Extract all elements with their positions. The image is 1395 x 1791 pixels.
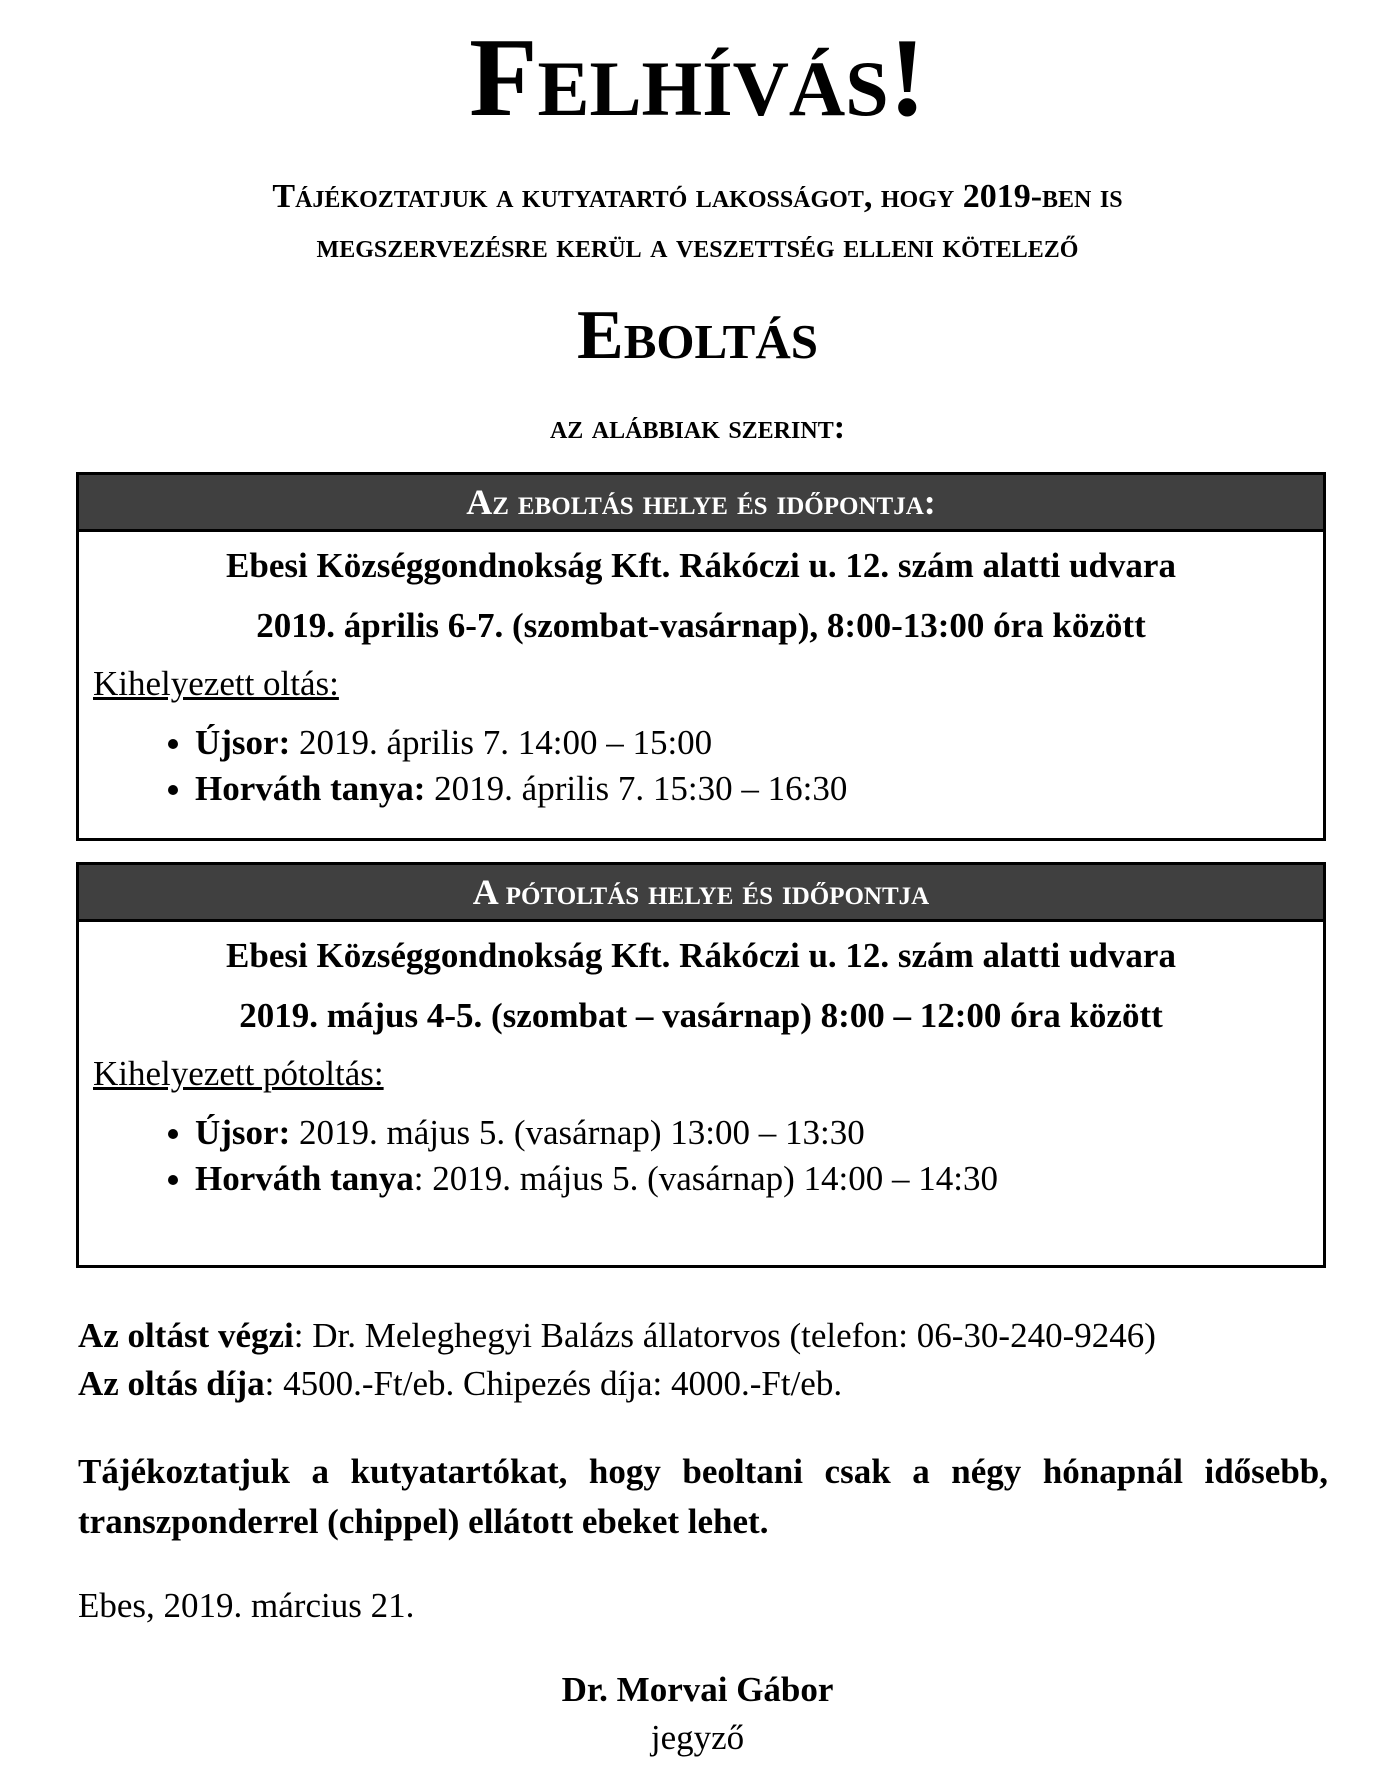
list-item xyxy=(195,1110,1323,1156)
site-name: Horváth tanya xyxy=(195,1159,414,1198)
section-sublabel: Kihelyezett oltás: xyxy=(93,664,339,703)
vaccinator-line xyxy=(78,1312,1338,1360)
intro-line-1: Tájékoztatjuk a kutyatartó lakosságot, hogy 2019-ben is xyxy=(272,178,1123,215)
section-datetime: 2019. április 6-7. (szombat-vasárnap), 8:00-13:00 óra között xyxy=(256,606,1146,645)
signer-name: Dr. Morvai Gábor xyxy=(561,1670,834,1709)
site-name: Horváth tanya: xyxy=(195,769,426,808)
vaccination-info xyxy=(78,1312,1338,1408)
vaccination-section xyxy=(76,472,1326,841)
notice-text: Tájékoztatjuk a kutyatartókat, hogy beoltani csak a négy hónapnál idősebb, transzponderrel (chippel) ellátott ebeket lehet. xyxy=(78,1452,1328,1541)
site-time: : 2019. május 5. (vasárnap) 14:00 – 14:30 xyxy=(413,1159,998,1198)
site-time: 2019. április 7. 14:00 – 15:00 xyxy=(290,723,713,762)
site-time: 2019. április 7. 15:30 – 16:30 xyxy=(425,769,848,808)
section-location: Ebesi Községgondnokság Kft. Rákóczi u. 12. szám alatti udvara xyxy=(226,546,1176,585)
site-name: Újsor: xyxy=(195,1113,291,1152)
section-header: A pótoltás helye és időpontja xyxy=(79,865,1323,922)
vaccinator-value: : Dr. Meleghegyi Balázs állatorvos (telefon: 06-30-240-9246) xyxy=(293,1316,1156,1355)
fee-line xyxy=(78,1360,1338,1408)
list-item xyxy=(195,766,1323,812)
site-name: Újsor: xyxy=(195,723,291,762)
list-item xyxy=(195,720,1323,766)
makeup-vaccination-section xyxy=(76,862,1326,1268)
vaccinator-label: Az oltást végzi xyxy=(78,1316,294,1355)
signer-role: jegyző xyxy=(650,1718,745,1757)
intro-text xyxy=(0,172,1395,272)
subtitle: Eboltás xyxy=(577,297,818,374)
subintro: az alábbiak szerint: xyxy=(549,409,846,446)
intro-line-2: megszervezésre kerül a veszettség elleni kötelező xyxy=(316,228,1079,265)
section-location: Ebesi Községgondnokság Kft. Rákóczi u. 12. szám alatti udvara xyxy=(226,936,1176,975)
section-datetime: 2019. május 4-5. (szombat – vasárnap) 8:00 – 12:00 óra között xyxy=(239,996,1163,1035)
fee-value: : 4500.-Ft/eb. Chipezés díja: 4000.-Ft/eb. xyxy=(264,1364,843,1403)
fee-label: Az oltás díja xyxy=(78,1364,265,1403)
section-sublabel: Kihelyezett pótoltás: xyxy=(93,1054,384,1093)
issue-date: Ebes, 2019. március 21. xyxy=(78,1586,415,1625)
main-title: Felhívás! xyxy=(469,16,926,140)
site-list xyxy=(79,720,1323,812)
list-item xyxy=(195,1156,1323,1202)
section-header: Az eboltás helye és időpontja: xyxy=(79,475,1323,532)
site-time: 2019. május 5. (vasárnap) 13:00 – 13:30 xyxy=(290,1113,865,1152)
site-list xyxy=(79,1110,1323,1202)
